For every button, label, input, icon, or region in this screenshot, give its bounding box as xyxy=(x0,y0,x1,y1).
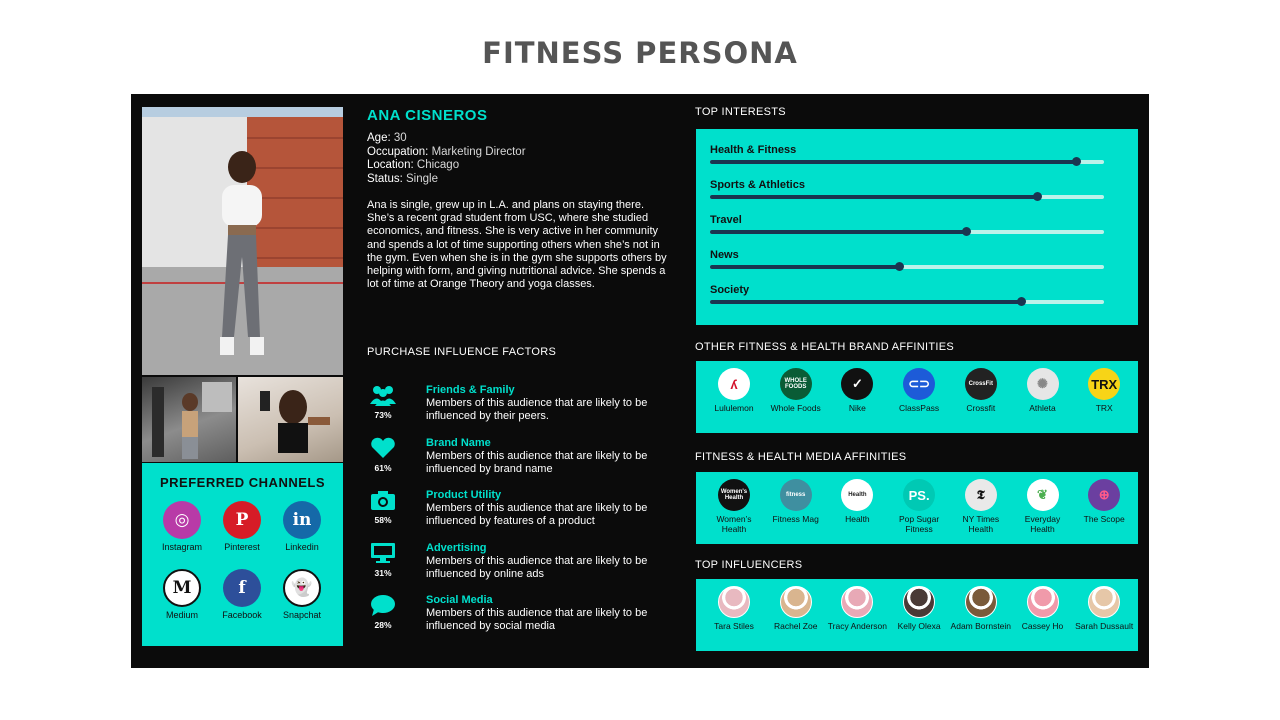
media-label: Fitness Mag xyxy=(772,514,819,524)
everyday-health-logo: ❦ xyxy=(1027,479,1059,511)
brands-label: ClassPass xyxy=(899,403,940,413)
interest-fill xyxy=(710,230,966,234)
interest-row xyxy=(710,179,1104,209)
factor-icon-group xyxy=(367,594,399,630)
factor-title: Friends & Family xyxy=(426,384,515,396)
brands-label: Lululemon xyxy=(714,403,754,413)
preferred-channels-panel xyxy=(142,463,343,646)
fact-location: Location: Chicago xyxy=(367,159,460,171)
media-label: The Scope xyxy=(1083,514,1125,524)
media-label: Everyday Health xyxy=(1024,514,1061,534)
interest-knob xyxy=(895,262,904,271)
medium-icon: M xyxy=(163,569,201,607)
factor-title: Brand Name xyxy=(426,436,491,449)
fact-age: Age: 30 xyxy=(367,132,407,144)
heart-icon xyxy=(369,437,397,459)
media-affinities-panel xyxy=(696,472,1138,544)
interest-fill xyxy=(710,265,899,269)
interest-label: Travel xyxy=(710,214,742,226)
trx-logo: TRX xyxy=(1088,368,1120,400)
lululemon-logo: ʎ xyxy=(718,368,750,400)
factor-percent: 73% xyxy=(374,410,392,420)
top-interests-title: TOP INTERESTS xyxy=(695,106,786,118)
influencers-label: Rachel Zoe xyxy=(773,621,818,631)
interest-row xyxy=(710,214,1104,244)
whole-foods-logo: WHOLE FOODS xyxy=(780,368,812,400)
purchase-factor xyxy=(367,384,667,432)
interest-label: News xyxy=(710,249,739,261)
brands-item[interactable] xyxy=(1073,368,1135,413)
channel-facebook[interactable] xyxy=(211,569,273,620)
factor-description: Members of this audience that are likely to be influenced by features of a product xyxy=(426,502,648,528)
interest-track xyxy=(710,160,1104,164)
media-label: Women’s Health xyxy=(716,514,752,534)
channel-pinterest[interactable] xyxy=(211,501,273,552)
media-item[interactable] xyxy=(826,479,888,524)
brands-item[interactable] xyxy=(826,368,888,413)
facebook-icon: f xyxy=(223,569,261,607)
brands-item[interactable] xyxy=(703,368,765,413)
interest-knob xyxy=(1017,297,1026,306)
factor-percent: 58% xyxy=(374,515,392,525)
brands-item[interactable] xyxy=(1012,368,1074,413)
media-label: Pop Sugar Fitness xyxy=(899,514,940,534)
media-label: Health xyxy=(845,514,870,524)
health-logo: Health xyxy=(841,479,873,511)
people-icon xyxy=(369,384,397,406)
channel-linkedin[interactable] xyxy=(271,501,333,552)
channel-instagram[interactable] xyxy=(151,501,213,552)
interest-fill xyxy=(710,300,1021,304)
media-item[interactable] xyxy=(1073,479,1135,524)
channel-label: Snapchat xyxy=(282,610,322,620)
interest-row xyxy=(710,144,1104,174)
influencer-avatar xyxy=(903,586,935,618)
media-label: NY Times Health xyxy=(962,514,1000,534)
interest-row xyxy=(710,284,1104,314)
influencers-item[interactable] xyxy=(703,586,765,631)
factor-icon-group xyxy=(367,489,399,525)
brands-label: TRX xyxy=(1095,403,1113,413)
persona-name: ANA CISNEROS xyxy=(367,107,488,124)
monitor-icon xyxy=(369,542,397,564)
interest-label: Sports & Athletics xyxy=(710,179,805,191)
selfie-photo xyxy=(238,377,343,462)
factor-icon-group xyxy=(367,437,399,473)
brand-affinities-panel xyxy=(696,361,1138,433)
interest-fill xyxy=(710,160,1076,164)
purchase-factor xyxy=(367,542,667,590)
channel-label: Instagram xyxy=(161,542,203,552)
media-item[interactable] xyxy=(765,479,827,524)
influencer-avatar xyxy=(1027,586,1059,618)
camera-icon xyxy=(369,489,397,511)
factor-percent: 31% xyxy=(374,567,392,578)
influencers-label: Adam Bornstein xyxy=(950,621,1012,631)
factor-description: Members of this audience that are likely to be influenced by brand name xyxy=(426,449,648,475)
persona-photo xyxy=(142,107,343,375)
the-scope-logo: ⊕ xyxy=(1088,479,1120,511)
interest-knob xyxy=(962,227,971,236)
persona-bio: Ana is single, grew up in L.A. and plans on staying there. She’s a recent grad student from USC, where she studied economics, and fitness. She is very active in her community and spends a lot of time supporting others when she’s not in the gym. Even when she is in the gym she supports others by helping with form, and giving nutritional advice. She spends a lot of time at Orange Theory and yoga classes. xyxy=(367,199,667,291)
interest-fill xyxy=(710,195,1037,199)
factor-icon-group xyxy=(367,384,399,420)
interest-track xyxy=(710,265,1104,269)
channel-label: Pinterest xyxy=(224,542,260,552)
influencers-item[interactable] xyxy=(826,586,888,631)
factor-title: Social Media xyxy=(426,594,493,606)
brands-item[interactable] xyxy=(950,368,1012,413)
brands-item[interactable] xyxy=(765,368,827,413)
factor-description: Members of this audience that are likely to be influenced by online ads xyxy=(426,554,648,580)
media-item[interactable] xyxy=(703,479,765,534)
purchase-factor xyxy=(367,437,667,485)
factor-description: Members of this audience that are likely to be influenced by their peers. xyxy=(426,397,648,423)
persona-facts xyxy=(367,132,526,186)
instagram-icon: ◎ xyxy=(163,501,201,539)
influencers-item[interactable] xyxy=(1073,586,1135,631)
brand-affinities-title: OTHER FITNESS & HEALTH BRAND AFFINITIES xyxy=(695,341,955,353)
channel-label: Linkedin xyxy=(285,542,319,552)
purchase-factors-title: PURCHASE INFLUENCE FACTORS xyxy=(367,346,557,358)
influencer-avatar xyxy=(1088,586,1120,618)
fact-occupation: Occupation: Marketing Director xyxy=(367,145,526,158)
brands-item[interactable] xyxy=(888,368,950,413)
interest-track xyxy=(710,300,1104,304)
classpass-logo: ⊂⊃ xyxy=(903,368,935,400)
interest-knob xyxy=(1033,192,1042,201)
chat-bubble-icon xyxy=(369,594,397,616)
brands-label: Whole Foods xyxy=(770,403,821,413)
media-affinities-title: FITNESS & HEALTH MEDIA AFFINITIES xyxy=(695,451,907,463)
influencers-item[interactable] xyxy=(950,586,1012,631)
brands-label: Athleta xyxy=(1029,403,1056,413)
snapchat-icon: 👻 xyxy=(283,569,321,607)
factor-title: Product Utility xyxy=(426,489,502,501)
interest-label: Society xyxy=(710,284,750,296)
womens-health-logo: Women's Health xyxy=(718,479,750,511)
interest-knob xyxy=(1072,157,1081,166)
influencers-item[interactable] xyxy=(888,586,950,631)
top-interests-panel xyxy=(696,129,1138,325)
nike-logo: ✓ xyxy=(841,368,873,400)
influencer-avatar xyxy=(718,586,750,618)
fitness-mag-logo: fitness xyxy=(780,479,812,511)
preferred-channels-title: PREFERRED CHANNELS xyxy=(159,475,325,490)
pinterest-icon: P xyxy=(223,501,261,539)
fact-status: Status: Single xyxy=(367,172,438,185)
top-influencers-title: TOP INFLUENCERS xyxy=(695,559,803,571)
factor-percent: 61% xyxy=(374,462,392,473)
purchase-factor xyxy=(367,489,667,537)
interest-track xyxy=(710,230,1104,234)
brands-label: Crossfit xyxy=(966,403,996,413)
media-item[interactable] xyxy=(1012,479,1074,534)
influencer-avatar xyxy=(780,586,812,618)
influencer-avatar xyxy=(841,586,873,618)
factor-percent: 28% xyxy=(374,620,392,630)
influencers-label: Tara Stiles xyxy=(714,621,754,631)
media-item[interactable] xyxy=(950,479,1012,534)
interest-row xyxy=(710,249,1104,279)
athleta-logo: ✺ xyxy=(1027,368,1059,400)
linkedin-icon: in xyxy=(283,501,321,539)
factor-icon-group xyxy=(367,542,399,578)
media-item[interactable] xyxy=(888,479,950,534)
interest-track xyxy=(710,195,1104,199)
purchase-factor xyxy=(367,594,667,642)
crossfit-logo: CrossFit xyxy=(965,368,997,400)
influencers-item[interactable] xyxy=(1012,586,1074,631)
nytimes-logo: 𝕿 xyxy=(965,479,997,511)
influencers-label: Sarah Dussault xyxy=(1075,621,1134,631)
factor-title: Advertising xyxy=(426,541,487,554)
influencers-label: Kelly Olexa xyxy=(897,621,941,631)
influencers-item[interactable] xyxy=(765,586,827,631)
gym-photo xyxy=(142,377,236,462)
channel-medium[interactable] xyxy=(151,569,213,620)
influencers-label: Tracy Anderson xyxy=(827,621,887,631)
channel-label: Facebook xyxy=(222,610,262,620)
brands-label: Nike xyxy=(848,403,866,413)
top-influencers-panel xyxy=(696,579,1138,651)
factor-description: Members of this audience that are likely to be influenced by social media xyxy=(426,607,648,633)
influencers-label: Cassey Ho xyxy=(1021,621,1064,631)
channel-label: Medium xyxy=(165,610,198,620)
page-title: FITNESS PERSONA xyxy=(482,36,798,70)
influencer-avatar xyxy=(965,586,997,618)
interest-label: Health & Fitness xyxy=(710,144,797,156)
persona-card xyxy=(131,94,1149,668)
popsugar-logo: PS. xyxy=(903,479,935,511)
channel-snapchat[interactable] xyxy=(271,569,333,620)
